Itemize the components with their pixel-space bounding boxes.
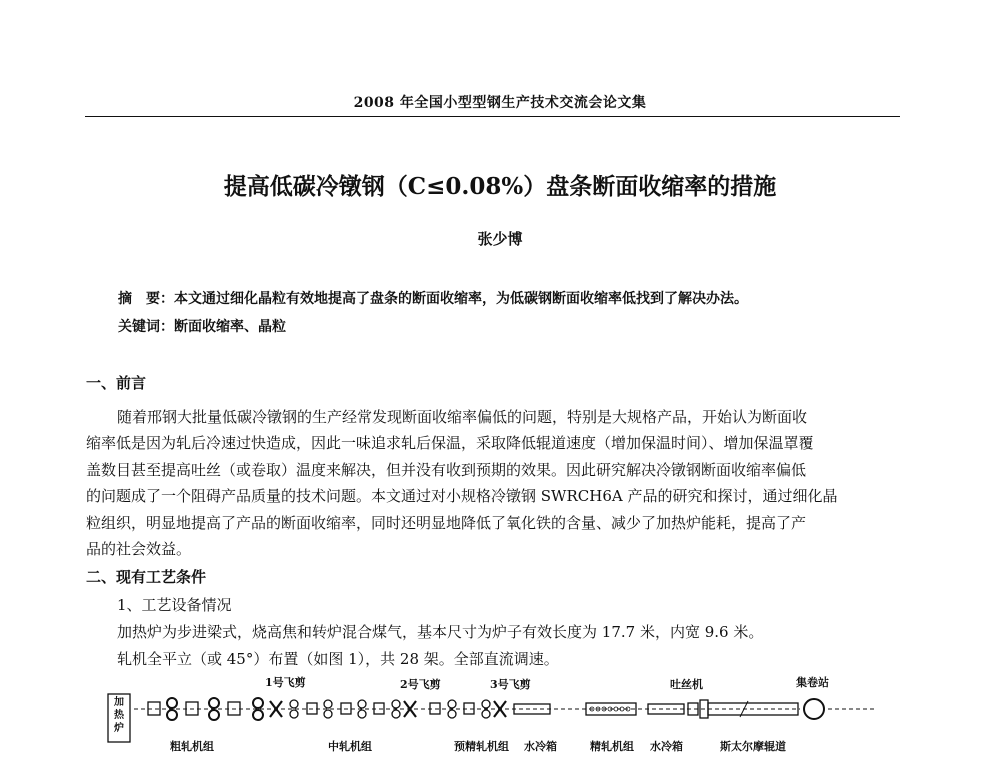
mill-layout-figure [100,672,890,758]
water-box-1-label: 水冷箱 [524,740,557,753]
intermediate-stand [290,700,298,708]
paragraph-line: 品的社会效益。 [86,540,192,559]
paragraph-line: 盖数目甚至提高吐丝（或卷取）温度来解决，但并没有收到预期的效果。因此研究解决冷镦钢断面收缩率偏低 [86,460,807,479]
keywords [118,316,286,336]
rough-stand [167,698,177,708]
keywords-text: 断面收缩率、晶粒 [174,319,286,335]
furnace-description: 加热炉为步进梁式，烧高焦和转炉混合煤气，基本尺寸为炉子有效长度为 17.7 米，内宽 9.6 米。 [117,623,764,641]
section-heading-process: 二、现有工艺条件 [86,568,207,586]
paragraph-line: 缩率低是因为轧后冷速过快造成，因此一味追求轧后保温，采取降低辊道速度（增加保温时间）、增加保温罩覆 [86,434,814,453]
header-rule [85,116,900,117]
water-box-2-label: 水冷箱 [650,740,683,753]
paper-title: 提高低碳冷镦钢（C≤0.08%）盘条断面收缩率的措施 [223,173,777,200]
abstract [118,288,748,308]
keywords-label: 关键词： [118,319,174,335]
intermediate-stand [392,700,400,708]
subsection-heading: 1、工艺设备情况 [117,596,232,614]
paragraph-line: 粒组织，明显地提高了产品的断面收缩率，同时还明显地降低了氧化铁的含量、减少了加热炉能耗，提高了产 [86,513,807,532]
intermediate-stand [324,700,332,708]
coil-station [804,699,824,719]
mill-description: 轧机全平立（或 45°）布置（如图 1），共 28 架。全部直流调速。 [117,650,559,668]
pre-finish-stand [482,700,490,708]
finish-mill-label: 精轧机组 [590,740,634,753]
rough-stand [253,698,263,708]
intermediate-stand [358,700,366,708]
paragraph-line: 随着邢钢大批量低碳冷镦钢的生产经常发现断面收缩率偏低的问题，特别是大规格产品，开始认为断面收 [117,408,808,426]
running-head: 2008 年全国小型型钢生产技术交流会论文集 [353,95,647,111]
intermediate-mill-label: 中轧机组 [328,740,372,753]
abstract-label: 摘 要： [118,291,174,307]
coil-station-label: 集卷站 [796,676,829,689]
stelmor-label: 斯太尔摩辊道 [720,740,786,753]
laying-head-label: 吐丝机 [670,678,703,691]
shear-2-label: 2号飞剪 [400,678,441,691]
section-heading-intro: 一、前言 [86,374,147,392]
paragraph-line: 的问题成了一个阻碍产品质量的技术问题。本文通过对小规格冷镦钢 SWRCH6A 产品的研究和探讨，通过细化晶 [86,487,838,506]
abstract-text: 本文通过细化晶粒有效地提高了盘条的断面收缩率，为低碳钢断面收缩率低找到了解决办法。 [174,291,748,307]
pre-finish-stand [448,700,456,708]
rough-stand [209,698,219,708]
rough-mill-label: 粗轧机组 [170,740,214,753]
furnace-label: 加热炉 [114,697,124,734]
shear-1-label: 1号飞剪 [265,676,306,689]
author: 张少博 [477,230,523,248]
pre-finish-label: 预精轧机组 [454,740,509,753]
intro-paragraph [86,404,906,562]
shear-3-label: 3号飞剪 [490,678,531,691]
